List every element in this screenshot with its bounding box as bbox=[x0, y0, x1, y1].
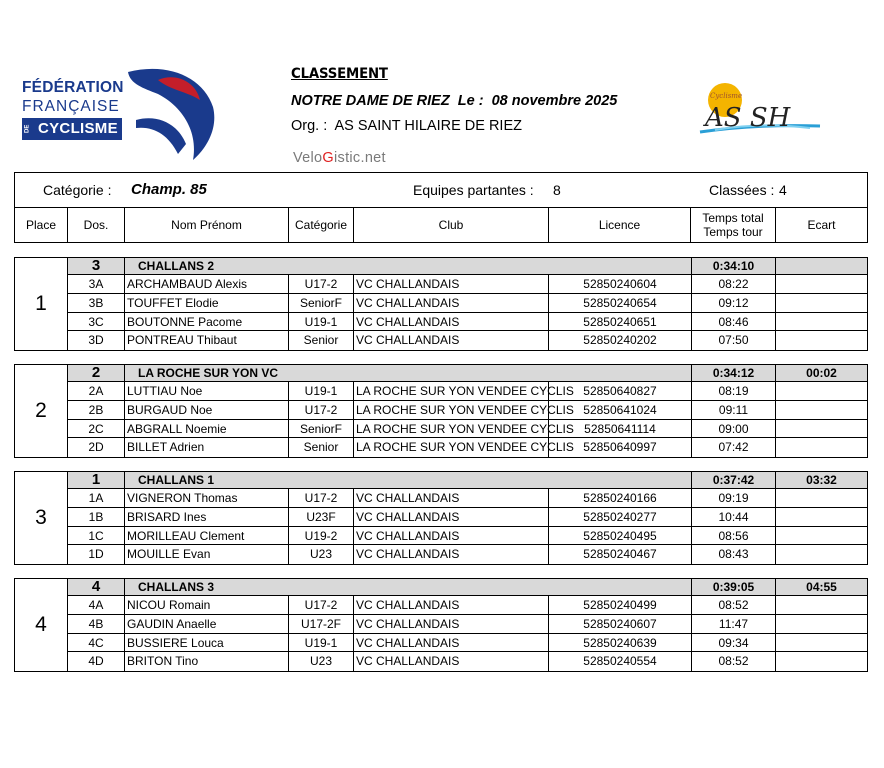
rider-category: U19-2 bbox=[289, 527, 354, 545]
rider-licence: 52850240604 bbox=[583, 277, 657, 291]
rider-category: U17-2 bbox=[289, 596, 354, 614]
rider-club: LA ROCHE SUR YON VENDEE CYCLIS bbox=[356, 421, 574, 436]
rider-licence: 52850240654 bbox=[583, 295, 657, 310]
rider-row bbox=[68, 508, 867, 527]
rider-dos: 2B bbox=[68, 401, 125, 419]
rider-name: GAUDIN Anaelle bbox=[125, 615, 289, 633]
rider-name: BURGAUD Noe bbox=[125, 401, 289, 419]
team-number: 1 bbox=[68, 472, 125, 488]
ffc-line2: FRANÇAISE bbox=[22, 98, 120, 115]
rider-club: VC CHALLANDAIS bbox=[354, 489, 549, 507]
rider-row bbox=[68, 331, 867, 350]
rider-name: NICOU Romain bbox=[125, 596, 289, 614]
team-number: 4 bbox=[68, 579, 125, 595]
team-gap: 04:55 bbox=[806, 580, 837, 594]
team-block bbox=[14, 471, 868, 565]
category-label: Catégorie : bbox=[43, 182, 112, 198]
rider-row bbox=[68, 420, 867, 439]
rider-dos: 4B bbox=[68, 615, 125, 633]
rider-dos: 3A bbox=[68, 275, 125, 293]
rider-club: LA ROCHE SUR YON VENDEE CYCLIS bbox=[356, 402, 574, 417]
rider-name: VIGNERON Thomas bbox=[125, 489, 289, 507]
rider-name: MOUILLE Evan bbox=[125, 545, 289, 564]
rider-row bbox=[68, 313, 867, 332]
col-name: Nom Prénom bbox=[125, 208, 289, 242]
rider-licence: 52850240495 bbox=[583, 528, 657, 543]
rider-category: U23F bbox=[289, 508, 354, 526]
rider-row bbox=[68, 438, 867, 457]
rider-time: 09:34 bbox=[691, 634, 776, 652]
team-total-time: 0:34:12 bbox=[691, 365, 776, 381]
rider-time: 09:19 bbox=[691, 489, 776, 507]
rider-licence: 52850640997 bbox=[583, 440, 657, 455]
team-name: CHALLANS 2 bbox=[138, 259, 215, 273]
rider-licence: 52850240607 bbox=[583, 616, 657, 631]
rider-club: VC CHALLANDAIS bbox=[354, 615, 549, 633]
rider-club: VC CHALLANDAIS bbox=[354, 527, 549, 545]
club-logo-small: Cyclisme bbox=[710, 92, 743, 100]
rider-dos: 3C bbox=[68, 313, 125, 331]
rider-name: TOUFFET Elodie bbox=[125, 294, 289, 312]
rider-licence: 52850641114 bbox=[584, 421, 656, 436]
rider-row bbox=[68, 275, 867, 294]
team-name: CHALLANS 3 bbox=[138, 580, 215, 594]
organizer-line: Org. : AS SAINT HILAIRE DE RIEZ bbox=[291, 118, 522, 134]
rider-time: 09:12 bbox=[691, 294, 776, 312]
rider-row bbox=[68, 401, 867, 420]
rider-time: 09:11 bbox=[691, 401, 776, 419]
rider-category: Senior bbox=[289, 331, 354, 350]
rider-time: 09:00 bbox=[691, 420, 776, 438]
rider-club: VC CHALLANDAIS bbox=[354, 275, 549, 293]
team-number: 3 bbox=[68, 258, 125, 274]
rider-category: U23 bbox=[289, 652, 354, 671]
rider-dos: 2D bbox=[68, 438, 125, 457]
rider-dos: 1D bbox=[68, 545, 125, 564]
team-name: CHALLANS 1 bbox=[138, 473, 215, 487]
category-bar bbox=[14, 172, 868, 208]
rider-time: 08:56 bbox=[691, 527, 776, 545]
ffc-logo bbox=[18, 62, 218, 162]
rider-licence: 52850240467 bbox=[583, 547, 657, 562]
team-place: 1 bbox=[15, 258, 68, 350]
column-header bbox=[14, 207, 868, 243]
rider-time: 08:52 bbox=[691, 596, 776, 614]
rider-time: 07:50 bbox=[691, 331, 776, 350]
rider-dos: 1C bbox=[68, 527, 125, 545]
rider-name: BOUTONNE Pacome bbox=[125, 313, 289, 331]
rider-name: BRISARD Ines bbox=[125, 508, 289, 526]
team-header bbox=[68, 472, 867, 489]
rider-club: VC CHALLANDAIS bbox=[354, 313, 549, 331]
rider-name: MORILLEAU Clement bbox=[125, 527, 289, 545]
rider-row bbox=[68, 294, 867, 313]
team-block bbox=[14, 364, 868, 458]
col-place: Place bbox=[15, 208, 68, 242]
rider-club: VC CHALLANDAIS bbox=[354, 634, 549, 652]
rider-club: VC CHALLANDAIS bbox=[354, 596, 549, 614]
rider-category: U19-1 bbox=[289, 634, 354, 652]
rider-name: ARCHAMBAUD Alexis bbox=[125, 275, 289, 293]
rider-club: LA ROCHE SUR YON VENDEE CYCLIS bbox=[354, 438, 549, 457]
rider-category: SeniorF bbox=[289, 294, 354, 312]
team-gap bbox=[776, 258, 867, 274]
rider-category: U19-1 bbox=[289, 313, 354, 331]
page-title: CLASSEMENT bbox=[291, 66, 388, 82]
teams-label: Equipes partantes : bbox=[413, 182, 534, 198]
rider-row bbox=[68, 634, 867, 653]
rider-name: BRITON Tino bbox=[125, 652, 289, 671]
ffc-line1: FÉDÉRATION bbox=[22, 79, 124, 96]
col-dos: Dos. bbox=[68, 208, 125, 242]
rider-licence: 52850240202 bbox=[583, 333, 657, 348]
rider-licence: 52850641024 bbox=[583, 402, 657, 417]
rider-club: VC CHALLANDAIS bbox=[354, 545, 549, 564]
velo-part-b: istic.net bbox=[334, 150, 386, 166]
rider-dos: 3B bbox=[68, 294, 125, 312]
velo-part-g: G bbox=[322, 150, 335, 166]
rider-row bbox=[68, 545, 867, 564]
rider-category: U23 bbox=[289, 545, 354, 564]
rider-dos: 2A bbox=[68, 382, 125, 400]
rider-licence: 52850240651 bbox=[583, 314, 657, 329]
rider-category: Senior bbox=[289, 438, 354, 457]
rider-time: 07:42 bbox=[691, 438, 776, 457]
rider-dos: 4C bbox=[68, 634, 125, 652]
rider-time: 08:43 bbox=[691, 545, 776, 564]
team-gap: 00:02 bbox=[806, 366, 837, 380]
ffc-de: DE bbox=[22, 118, 34, 140]
team-total-time: 0:34:10 bbox=[691, 258, 776, 274]
team-place: 2 bbox=[15, 365, 68, 457]
rider-time: 08:22 bbox=[691, 275, 776, 293]
col-club: Club bbox=[354, 208, 549, 242]
team-place: 3 bbox=[15, 472, 68, 564]
rider-dos: 1A bbox=[68, 489, 125, 507]
rider-licence: 52850240639 bbox=[583, 635, 657, 650]
rider-name: PONTREAU Thibaut bbox=[125, 331, 289, 350]
team-header bbox=[68, 365, 867, 382]
rider-category: U17-2 bbox=[289, 489, 354, 507]
rider-name: ABGRALL Noemie bbox=[125, 420, 289, 438]
rider-club: VC CHALLANDAIS bbox=[354, 652, 549, 671]
col-category: Catégorie bbox=[289, 208, 354, 242]
col-time-total: Temps total bbox=[702, 211, 764, 225]
rider-club: LA ROCHE SUR YON VENDEE CYCLIS bbox=[356, 384, 574, 398]
rider-time: 10:44 bbox=[691, 508, 776, 526]
velo-part-a: Velo bbox=[293, 150, 323, 166]
rider-row bbox=[68, 489, 867, 508]
rider-time: 08:46 bbox=[691, 313, 776, 331]
team-gap: 03:32 bbox=[806, 473, 837, 487]
classified-value: 4 bbox=[779, 182, 787, 198]
rider-licence: 52850240166 bbox=[583, 491, 657, 505]
club-logo bbox=[695, 80, 825, 140]
rider-category: U19-1 bbox=[289, 382, 354, 400]
rider-category: SeniorF bbox=[289, 420, 354, 438]
rider-dos: 2C bbox=[68, 420, 125, 438]
rider-club: VC CHALLANDAIS bbox=[354, 331, 549, 350]
col-licence: Licence bbox=[549, 208, 691, 242]
club-logo-text: AS SH bbox=[705, 103, 791, 133]
rider-row bbox=[68, 527, 867, 546]
rider-club: VC CHALLANDAIS bbox=[354, 508, 549, 526]
col-time-tour: Temps tour bbox=[703, 225, 763, 239]
velogistic-link[interactable] bbox=[293, 150, 386, 166]
team-name: LA ROCHE SUR YON VC bbox=[138, 366, 279, 380]
rider-licence: 52850240499 bbox=[583, 598, 657, 612]
event-line: NOTRE DAME DE RIEZ Le : 08 novembre 2025 bbox=[291, 93, 618, 109]
rider-row bbox=[68, 615, 867, 634]
rider-category: U17-2 bbox=[289, 275, 354, 293]
rider-dos: 3D bbox=[68, 331, 125, 350]
team-header bbox=[68, 579, 867, 596]
rider-category: U17-2 bbox=[289, 401, 354, 419]
team-block bbox=[14, 257, 868, 351]
rider-time: 08:19 bbox=[691, 382, 776, 400]
rider-licence: 52850640827 bbox=[583, 384, 657, 398]
category-value: Champ. 85 bbox=[131, 181, 207, 198]
rider-time: 08:52 bbox=[691, 652, 776, 671]
rider-row bbox=[68, 652, 867, 671]
rider-category: U17-2F bbox=[289, 615, 354, 633]
rider-name: BILLET Adrien bbox=[125, 438, 289, 457]
team-total-time: 0:39:05 bbox=[691, 579, 776, 595]
col-time bbox=[691, 208, 776, 242]
rider-row bbox=[68, 596, 867, 615]
rider-licence: 52850240554 bbox=[583, 654, 657, 669]
rider-dos: 4A bbox=[68, 596, 125, 614]
team-block bbox=[14, 578, 868, 672]
rider-name: LUTTIAU Noe bbox=[125, 382, 289, 400]
rider-dos: 4D bbox=[68, 652, 125, 671]
team-header bbox=[68, 258, 867, 275]
team-number: 2 bbox=[68, 365, 125, 381]
rider-dos: 1B bbox=[68, 508, 125, 526]
rider-licence: 52850240277 bbox=[583, 509, 657, 524]
classified-label: Classées : bbox=[709, 182, 775, 198]
col-gap: Ecart bbox=[807, 218, 836, 232]
team-total-time: 0:37:42 bbox=[691, 472, 776, 488]
teams-value: 8 bbox=[553, 182, 561, 198]
rider-time: 11:47 bbox=[691, 615, 776, 633]
team-place: 4 bbox=[15, 579, 68, 671]
ffc-line3: CYCLISME bbox=[34, 118, 122, 140]
rider-name: BUSSIERE Louca bbox=[125, 634, 289, 652]
rider-club: VC CHALLANDAIS bbox=[354, 294, 549, 312]
rider-row bbox=[68, 382, 867, 401]
